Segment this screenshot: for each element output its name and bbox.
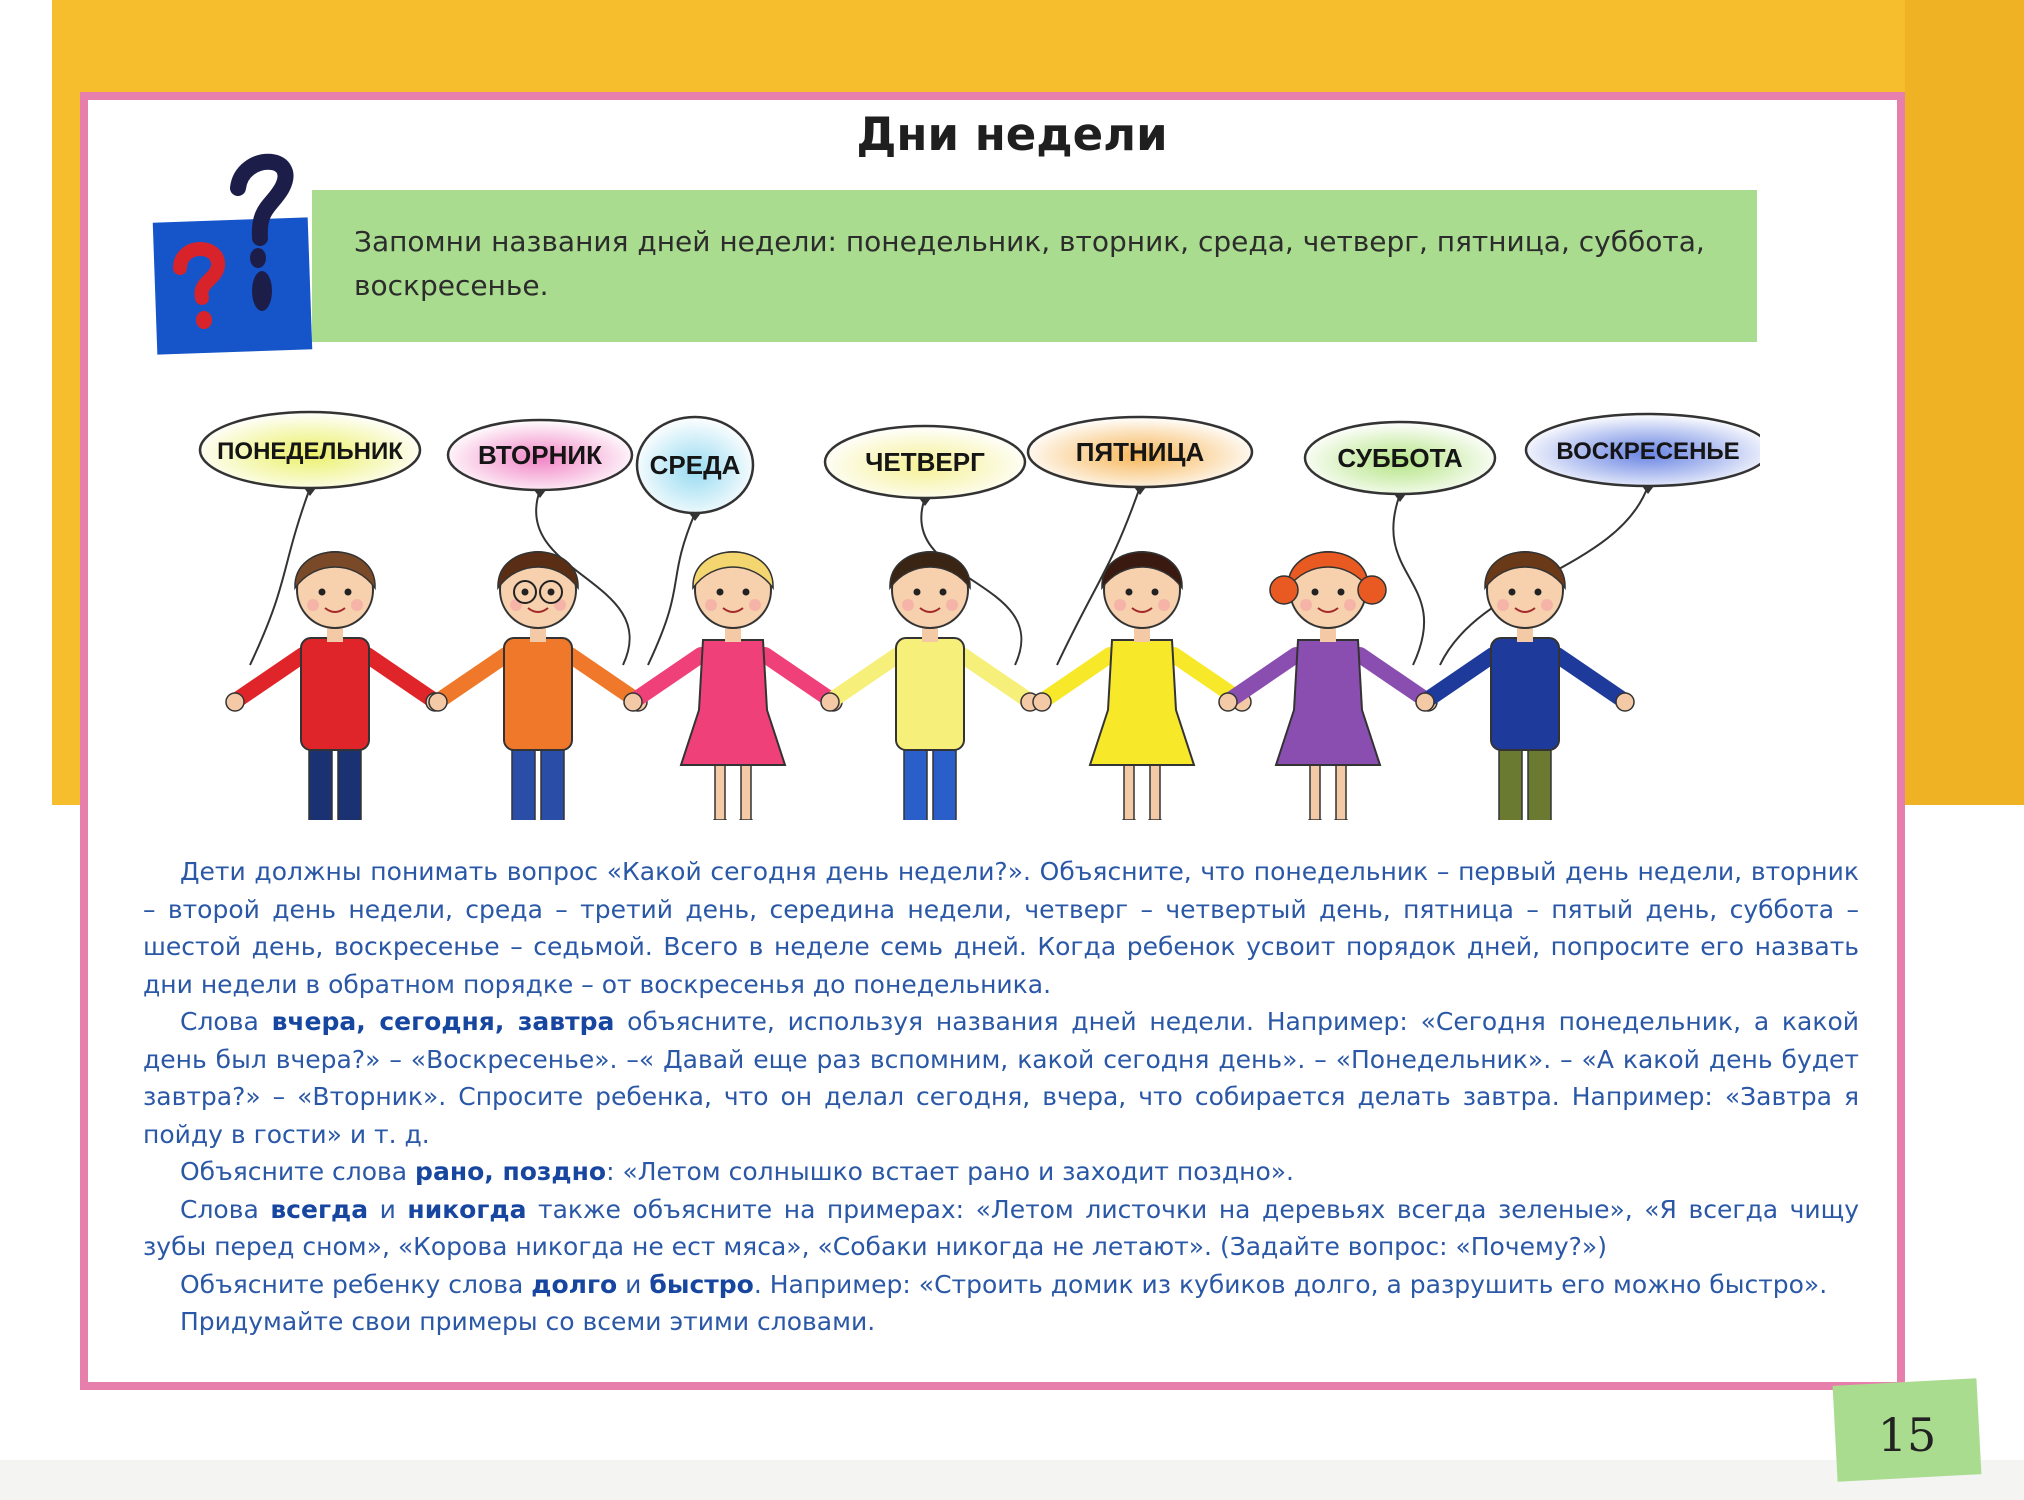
cheek (1497, 599, 1509, 611)
eye (1126, 589, 1133, 596)
balloon-string (648, 513, 695, 665)
text-span: и (368, 1194, 408, 1224)
balloon-knot (304, 488, 316, 496)
balloon-knot (534, 490, 546, 498)
hand (1616, 693, 1634, 711)
leg (1528, 745, 1551, 820)
eye (1535, 589, 1542, 596)
eye (1312, 589, 1319, 596)
hand (821, 693, 839, 711)
cheek (1541, 599, 1553, 611)
arm (237, 655, 303, 700)
leg (338, 745, 361, 820)
leg (1150, 760, 1160, 820)
arm (440, 655, 506, 700)
hand (1033, 693, 1051, 711)
hand (1219, 693, 1237, 711)
text-span: объясните, используя названия дней недели. Например: «Сегодня понедельник, а какой день был вчера?» – «Воскресенье». –« Давай еще раз вспомним, какой сегодня день». – «Понедельник». – «А какой день будет завтра?» – «Вторник». Спросите ребенка, что он делал сегодня, вчера, что собирается делать завтра. Например: «Завтра я пойду в гости» и т. д. (143, 1007, 1859, 1149)
paragraph-6: Придумайте свои примеры со всеми этими словами. (180, 1307, 876, 1336)
text-span: . Например: «Строить домик из кубиков долго, а разрушить его можно быстро». (753, 1269, 1828, 1299)
paragraph-2 (143, 1003, 1859, 1153)
hand (429, 693, 447, 711)
paragraph-4 (143, 1191, 1859, 1266)
leg (715, 760, 725, 820)
leg (541, 745, 564, 820)
cheek (749, 599, 761, 611)
leg (1124, 760, 1134, 820)
page-title: Дни недели (856, 108, 1168, 161)
ponytail (1358, 576, 1386, 604)
bold-words: вчера, сегодня, завтра (271, 1007, 615, 1036)
eye (319, 589, 326, 596)
eye (522, 589, 529, 596)
leg (933, 745, 956, 820)
day-label: ЧЕТВЕРГ (865, 447, 985, 477)
text-span: Объясните ребенку слова (180, 1269, 532, 1299)
body-text (143, 853, 1859, 1341)
shirt (896, 638, 964, 750)
leg (1499, 745, 1522, 820)
hand (624, 693, 642, 711)
cheek (1114, 599, 1126, 611)
arm (962, 655, 1028, 700)
question-marks-icon (150, 148, 320, 358)
arm (832, 655, 898, 700)
arm (1427, 655, 1493, 700)
arm (367, 655, 433, 700)
leg (741, 760, 751, 820)
shirt (301, 638, 369, 750)
balloon-string (1393, 494, 1424, 665)
eye (1509, 589, 1516, 596)
arm (1230, 655, 1296, 700)
leg (1336, 760, 1346, 820)
bold-words: никогда (407, 1194, 527, 1224)
day-label: СУББОТА (1337, 443, 1463, 473)
eye (914, 589, 921, 596)
balloon-knot (1394, 494, 1406, 502)
day-label: ВОСКРЕСЕНЬЕ (1556, 438, 1740, 465)
text-span: Слова (180, 1007, 272, 1036)
leg (309, 745, 332, 820)
balloon-knot (919, 498, 931, 506)
text-span: : «Летом солнышко встает рано и заходит поздно». (606, 1157, 1294, 1186)
cheek (351, 599, 363, 611)
day-label: ВТОРНИК (478, 440, 602, 470)
cheek (946, 599, 958, 611)
cheek (307, 599, 319, 611)
day-label: ПЯТНИЦА (1075, 437, 1205, 467)
arm (570, 655, 636, 700)
paragraph-1: Дети должны понимать вопрос «Какой сегодня день недели?». Объясните, что понедельник – первый день недели, вторник – второй день недели, среда – третий день, середина недели, четверг – четвертый день, пятница – пятый день, суббота – шестой день, воскресенье – седьмой. Всего в неделе семь дней. Когда ребенок усвоит порядок дней, попросите его назвать дни недели в обратном порядке – от воскресенья до понедельника. (143, 857, 1859, 999)
text-span: Слова (180, 1194, 271, 1224)
bold-words: рано, поздно (415, 1157, 607, 1186)
hand (226, 693, 244, 711)
shirt (1491, 638, 1559, 750)
eye (743, 589, 750, 596)
arm (765, 655, 831, 700)
balloon-knot (689, 513, 701, 521)
eye (717, 589, 724, 596)
instruction-text: Запомни названия дней недели: понедельник, вторник, среда, четверг, пятница, суббота, воскресенье. (354, 225, 1705, 302)
day-label: ПОНЕДЕЛЬНИК (217, 438, 403, 465)
paragraph-3 (143, 1153, 1859, 1191)
page-number: 15 (1877, 1408, 1937, 1462)
ponytail (1270, 576, 1298, 604)
cheek (902, 599, 914, 611)
bold-words: быстро (649, 1269, 754, 1299)
leg (1310, 760, 1320, 820)
arm (1557, 655, 1623, 700)
eye (940, 589, 947, 596)
text-span: также объясните на примерах: «Летом листочки на деревьях всегда зеленые», «Я всегда чищу зубы перед сном», «Корова никогда не ест мяса», «Собаки никогда не летают». (Задайте вопрос: «Почему?») (143, 1194, 1859, 1261)
instruction-box (312, 190, 1757, 342)
paragraph-5 (143, 1266, 1859, 1304)
eye (1338, 589, 1345, 596)
day-label: СРЕДА (649, 450, 741, 480)
leg (512, 745, 535, 820)
eye (548, 589, 555, 596)
balloon-knot (1134, 487, 1146, 495)
arm (1044, 655, 1110, 700)
bold-words: долго (531, 1269, 618, 1299)
arm (1360, 655, 1426, 700)
text-span: и (617, 1269, 650, 1299)
leg (904, 745, 927, 820)
cheek (705, 599, 717, 611)
text-span: Объясните слова (180, 1157, 416, 1186)
shirt (504, 638, 572, 750)
cheek (1344, 599, 1356, 611)
cheek (1300, 599, 1312, 611)
hand (1416, 693, 1434, 711)
cheek (1158, 599, 1170, 611)
bold-words: всегда (270, 1194, 369, 1224)
balloon-knot (1642, 486, 1654, 494)
arm (635, 655, 701, 700)
eye (1152, 589, 1159, 596)
page-bottom-strip (0, 1460, 2024, 1500)
children-illustration (160, 400, 1760, 820)
eye (345, 589, 352, 596)
